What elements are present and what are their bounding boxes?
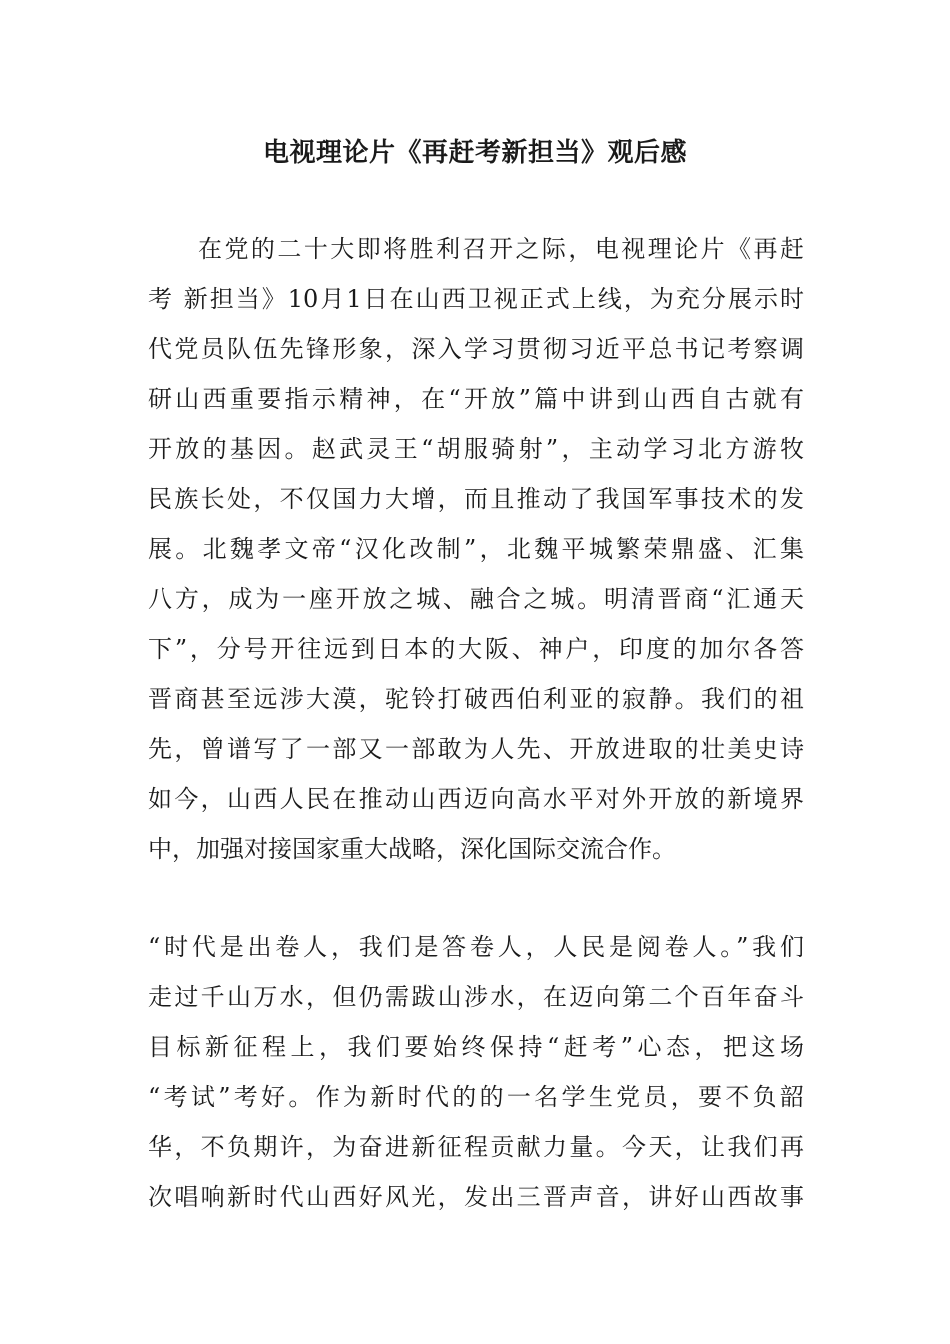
paragraph-line: 在党的二十大即将胜利召开之际，电视理论片《再赶 bbox=[198, 235, 804, 263]
paragraph-line: 民族长处，不仅国力大增，而且推动了我国军事技术的发 bbox=[148, 485, 804, 513]
paragraph-line: 如今，山西人民在推动山西迈向高水平对外开放的新境界 bbox=[148, 785, 804, 813]
paragraph-line: 展。北魏孝文帝“汉化改制”，北魏平城繁荣鼎盛、汇集 bbox=[148, 535, 804, 563]
paragraph-line: 八方，成为一座开放之城、融合之城。明清晋商“汇通天 bbox=[148, 585, 804, 613]
paragraph-line: “考试”考好。作为新时代的的一名学生党员，要不负韶 bbox=[148, 1083, 804, 1111]
paragraph-line: “时代是出卷人，我们是答卷人，人民是阅卷人。”我们 bbox=[148, 933, 804, 961]
paragraph-line: 目标新征程上，我们要始终保持“赶考”心态，把这场 bbox=[148, 1033, 804, 1061]
paragraph-line: 晋商甚至远涉大漠，驼铃打破西伯利亚的寂静。我们的祖 bbox=[148, 685, 804, 713]
paragraph-line: 代党员队伍先锋形象，深入学习贯彻习近平总书记考察调 bbox=[148, 335, 804, 363]
paragraph-line: 华，不负期许，为奋进新征程贡献力量。今天，让我们再 bbox=[148, 1133, 804, 1161]
paragraph-line: 次唱响新时代山西好风光，发出三晋声音，讲好山西故事 bbox=[148, 1183, 804, 1211]
paragraph-line: 下”，分号开往远到日本的大阪、神户，印度的加尔各答 bbox=[148, 635, 804, 663]
paragraph-line: 走过千山万水，但仍需跋山涉水，在迈向第二个百年奋斗 bbox=[148, 983, 804, 1011]
paragraph-line: 先，曾谱写了一部又一部敢为人先、开放进取的壮美史诗 bbox=[148, 735, 804, 763]
paragraph-line: 研山西重要指示精神，在“开放”篇中讲到山西自古就有 bbox=[148, 385, 804, 413]
paragraph-line: 中，加强对接国家重大战略，深化国际交流合作。 bbox=[148, 835, 676, 863]
paragraph-line: 开放的基因。赵武灵王“胡服骑射”，主动学习北方游牧 bbox=[148, 435, 804, 463]
paragraph-line: 考 新担当》10月1日在山西卫视正式上线，为充分展示时 bbox=[148, 285, 804, 313]
document-title: 电视理论片《再赶考新担当》观后感 bbox=[262, 138, 687, 168]
